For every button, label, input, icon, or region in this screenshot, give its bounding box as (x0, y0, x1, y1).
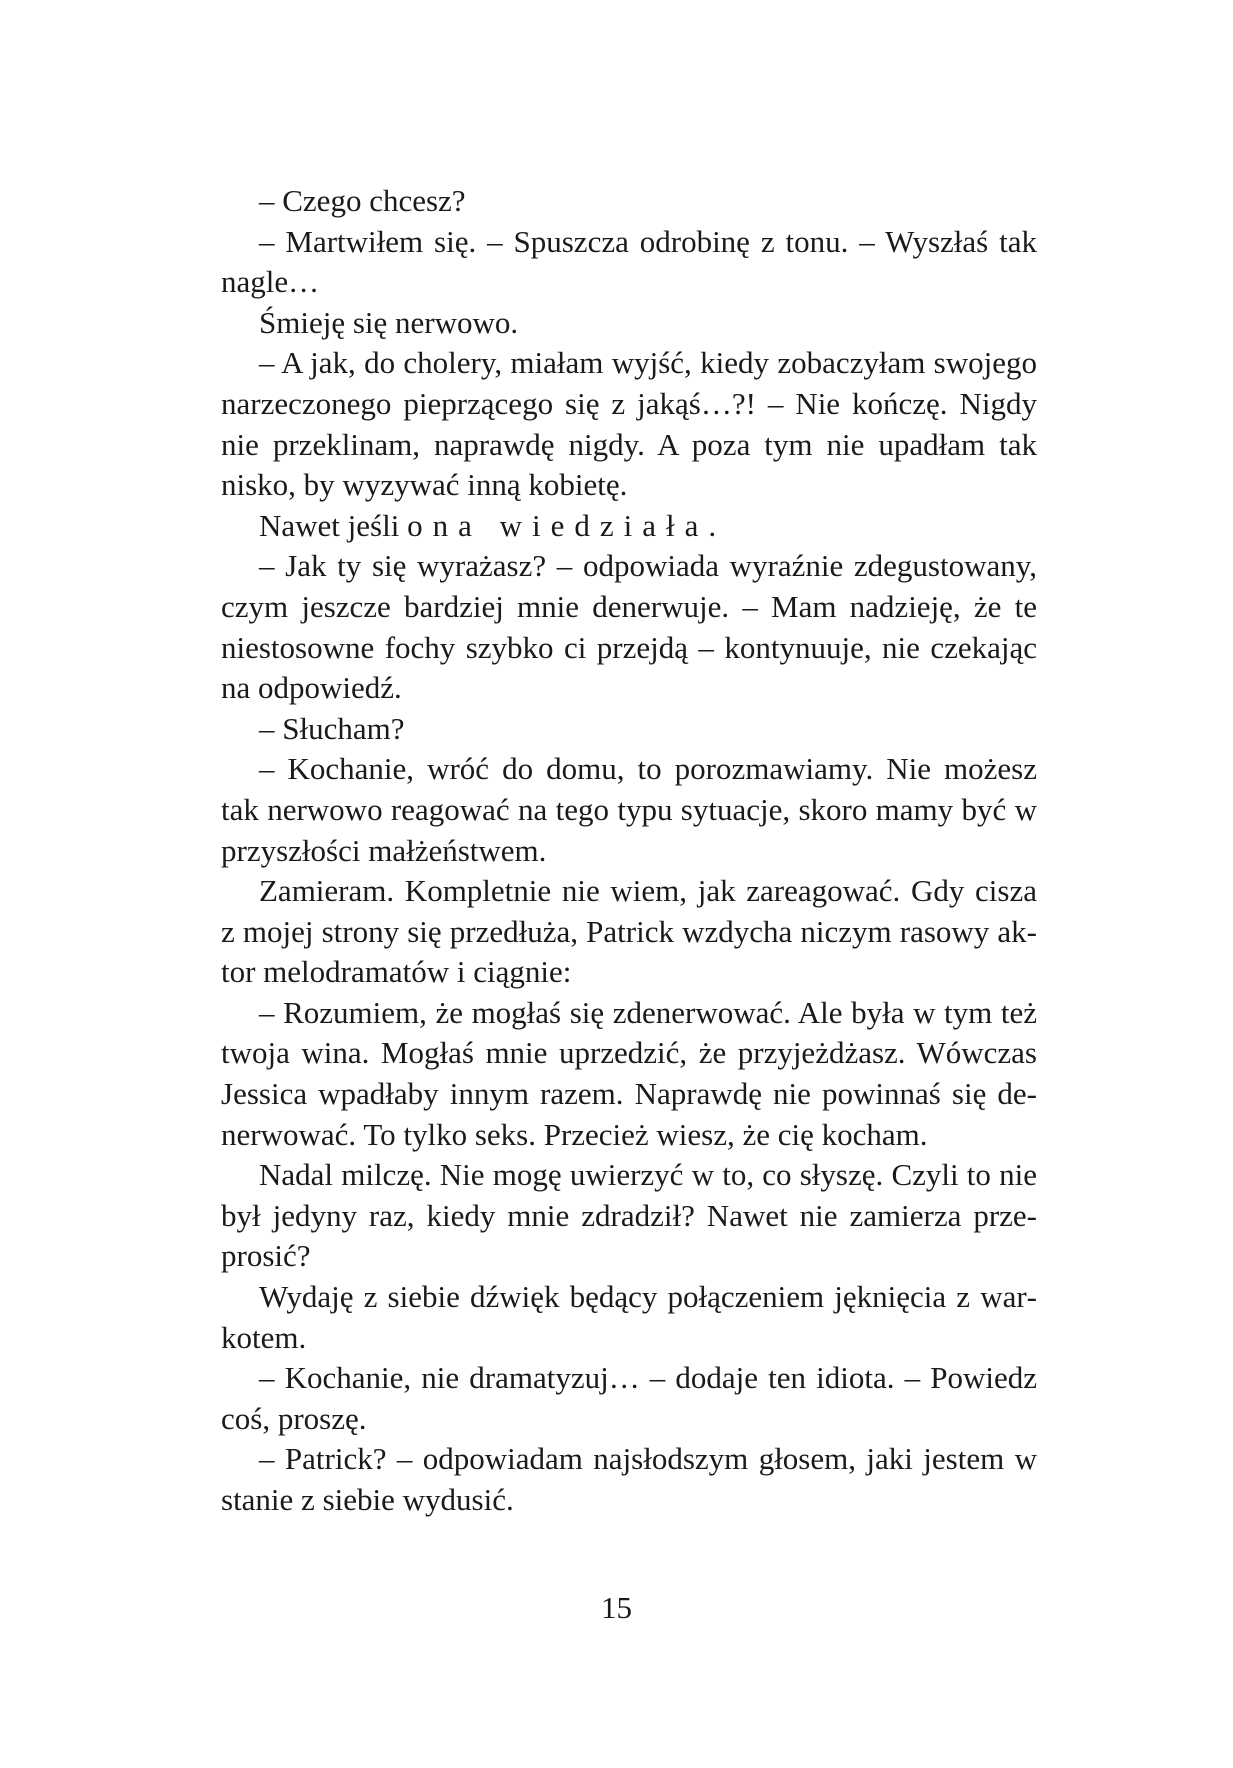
paragraph-text: Nawet jeśli (259, 507, 408, 543)
body-text (221, 181, 1037, 1521)
paragraph: – Kochanie, wróć do domu, to porozmawiamy. Nie możesz tak nerwowo reagować na tego typu sytuacje, skoro mamy być w przyszłości małżeństwem. (221, 751, 1037, 868)
paragraph: – Martwiłem się. – Spuszcza odrobinę z tonu. – Wyszłaś tak nagle… (221, 223, 1037, 300)
paragraph: – Kochanie, nie dramatyzuj… – dodaje ten idiota. – Powiedz coś, proszę. (221, 1360, 1037, 1436)
paragraph (221, 506, 1037, 547)
paragraph: Wydaję z siebie dźwięk będący połączeniem jęknięcia z warkotem. (221, 1279, 1037, 1355)
emphasized-text: ona wiedziała. (407, 507, 727, 543)
page-number: 15 (601, 1590, 632, 1625)
paragraph: – Słucham? (259, 710, 405, 746)
paragraph: – Czego chcesz? (259, 183, 466, 218)
paragraph: Zamieram. Kompletnie nie wiem, jak zareagować. Gdy cisza z mojej strony się przedłuża, Patrick wzdycha niczym rasowy aktor melodramatów i ciągnie: (221, 873, 1037, 990)
paragraph: – Patrick? – odpowiadam najsłodszym głosem, jaki jestem w stanie z siebie wydusić. (221, 1441, 1037, 1517)
paragraph: – Rozumiem, że mogłaś się zdenerwować. Ale była w tym też twoja wina. Mogłaś mnie uprzedzić, że przyjeżdżasz. Wówczas Jessica wpadłaby innym razem. Naprawdę nie powinnaś się denerwować. To tylko seks. Przecież wiesz, że cię kocham. (221, 994, 1037, 1152)
paragraph: – Jak ty się wyrażasz? – odpowiada wyraźnie zdegustowany, czym jeszcze bardziej mnie denerwuje. – Mam nadzieję, że te niestosowne fochy szybko ci przejdą – kontynuuje, nie czekając na odpowiedź. (221, 548, 1037, 706)
paragraph: – A jak, do cholery, miałam wyjść, kiedy zobaczyłam swojego narzeczonego pieprzącego się z jakąś…?! – Nie kończę. Nigdy nie przeklinam, naprawdę nigdy. A poza tym nie upadłam tak nisko, by wyzywać inną kobietę. (221, 345, 1037, 503)
paragraph: Śmieję się nerwowo. (259, 304, 519, 340)
paragraph: Nadal milczę. Nie mogę uwierzyć w to, co słyszę. Czyli to nie był jedyny raz, kiedy mnie zdradził? Nawet nie zamierza przeprosić? (221, 1157, 1037, 1274)
